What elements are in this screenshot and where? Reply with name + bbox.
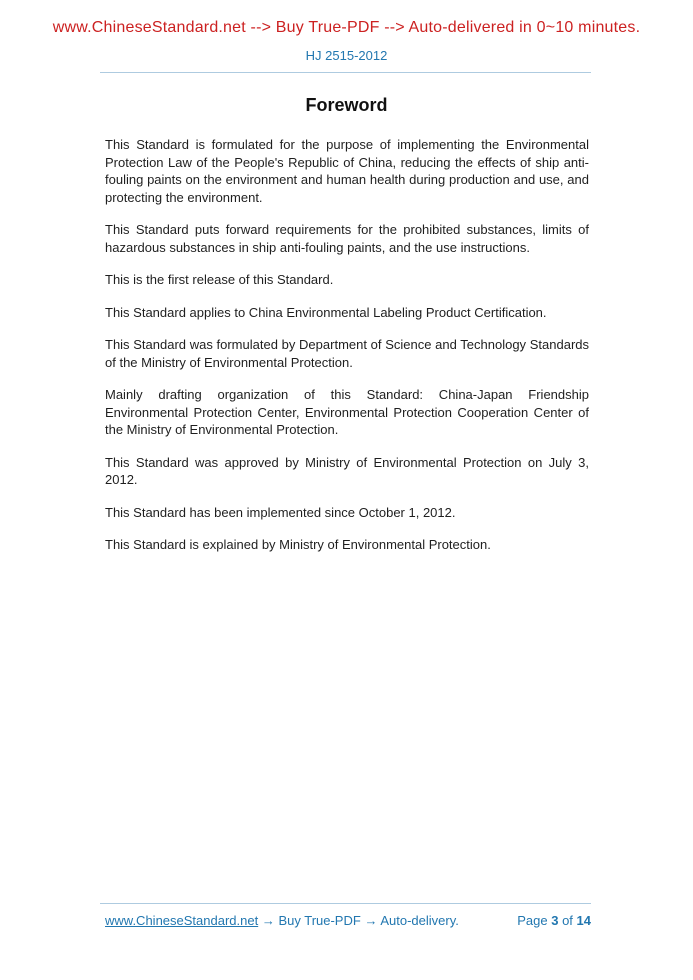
document-body: [105, 136, 589, 554]
paragraph: This Standard was approved by Ministry of Environmental Protection on July 3, 2012.: [105, 454, 589, 487]
footer-buy-text: Buy True-PDF: [278, 913, 361, 928]
footer-delivery-text: Auto-delivery.: [380, 913, 459, 928]
paragraph: This is the first release of this Standard.: [105, 272, 334, 287]
paragraph: This Standard puts forward requirements for the prohibited substances, limits of hazardous substances in ship anti-fouling paints, and the use instructions.: [105, 222, 589, 255]
page-current: 3: [551, 913, 559, 928]
page-indicator: [517, 913, 591, 928]
paragraph: This Standard was formulated by Department of Science and Technology Standards of the Ministry of Environmental Protection.: [105, 337, 589, 370]
arrow-icon: →: [364, 913, 378, 928]
of-label: of: [562, 913, 573, 928]
promo-banner: www.ChineseStandard.net --> Buy True-PDF --> Auto-delivered in 0~10 minutes.: [52, 19, 641, 36]
paragraph: This Standard is formulated for the purpose of implementing the Environmental Protection Law of the People's Republic of China, reducing the effects of ship anti-fouling paints on the environment and human health during production and use, and protecting the environment.: [105, 137, 589, 205]
page-footer: [100, 903, 591, 928]
page-total: 14: [576, 913, 591, 928]
site-link[interactable]: www.ChineseStandard.net: [105, 913, 259, 928]
page-label: Page: [517, 913, 548, 928]
arrow-icon: →: [261, 913, 275, 928]
paragraph: Mainly drafting organization of this Standard: China-Japan Friendship Environmental Protection Center, Environmental Protection Cooperation Center of the Ministry of Environmental Protection.: [105, 387, 589, 437]
paragraph: This Standard has been implemented since October 1, 2012.: [105, 504, 456, 520]
paragraph: This Standard applies to China Environmental Labeling Product Certification.: [105, 304, 547, 320]
page-title: Foreword: [305, 95, 388, 115]
footer-left: [100, 913, 459, 928]
header-divider: [100, 72, 591, 73]
paragraph: This Standard is explained by Ministry of Environmental Protection.: [105, 537, 491, 552]
standard-code: HJ 2515-2012: [305, 48, 388, 63]
